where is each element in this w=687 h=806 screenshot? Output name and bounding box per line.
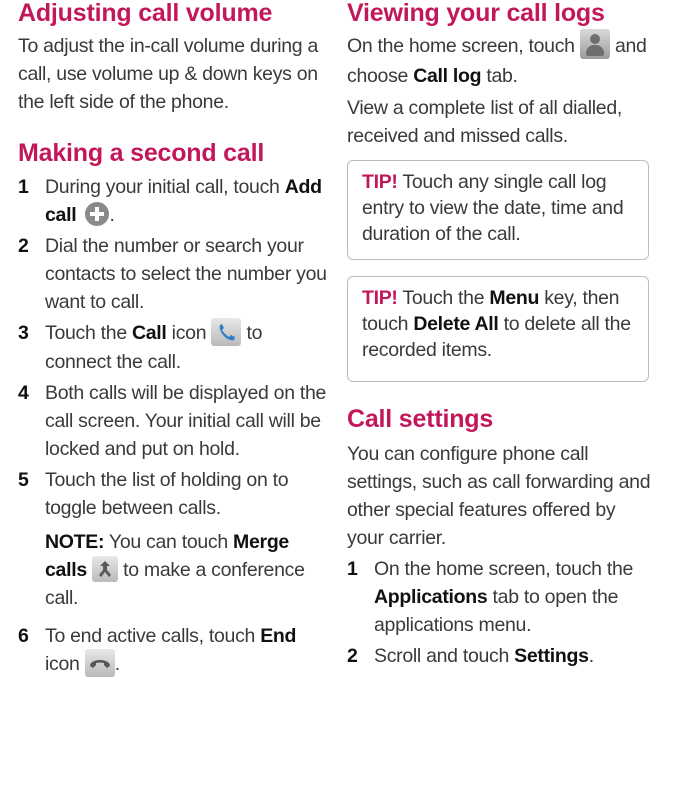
adjust-volume-text: To adjust the in-call volume during a call, use volume up & down keys on the left side of the phone. bbox=[18, 35, 318, 113]
call-settings-heading: Call settings bbox=[347, 405, 494, 433]
list-item: 2 Dial the number or search your contacts to select the number you want to call. bbox=[18, 235, 327, 313]
list-item: 1 On the home screen, touch the Applications tab to open the applications menu. bbox=[347, 558, 634, 636]
call-phone-icon bbox=[211, 318, 241, 346]
merge-calls-icon bbox=[92, 556, 118, 582]
merge-note: NOTE: You can touch Merge calls to make a conference call. bbox=[45, 530, 305, 609]
add-call-icon bbox=[85, 202, 109, 226]
list-item: 6 To end active calls, touch End icon . bbox=[18, 624, 297, 675]
list-item: 5 Touch the list of holding on to toggle between calls. NOTE: You can touch Merge calls to make a conference call. bbox=[18, 466, 328, 612]
adjust-volume-heading: Adjusting call volume bbox=[18, 0, 273, 27]
tip-box-delete-all: TIP! Touch the Menu key, then touch Delete All to delete all the recorded items. bbox=[347, 276, 649, 382]
list-item: 3 Touch the Call icon to connect the call. bbox=[18, 319, 328, 376]
call-logs-description: View a complete list of all dialled, received and missed calls. bbox=[347, 97, 622, 147]
call-logs-heading: Viewing your call logs bbox=[347, 0, 605, 27]
call-settings-text: You can configure phone call settings, such as call forwarding and other special features offered by your carrier. bbox=[347, 443, 651, 549]
right-column bbox=[347, 0, 657, 667]
list-item: 1 During your initial call, touch Add call . bbox=[18, 176, 322, 226]
list-item: 2 Scroll and touch Settings. bbox=[347, 645, 594, 667]
call-logs-text: On the home screen, touch and choose Call log tab. bbox=[347, 32, 657, 90]
left-column bbox=[18, 0, 328, 679]
list-item: 4 Both calls will be displayed on the call screen. Your initial call will be locked and put on hold. bbox=[18, 381, 327, 460]
call-settings-section bbox=[347, 404, 657, 670]
second-call-steps bbox=[18, 173, 328, 679]
contacts-icon bbox=[580, 29, 610, 59]
second-call-heading: Making a second call bbox=[18, 139, 265, 167]
end-call-icon bbox=[85, 649, 115, 677]
call-settings-steps bbox=[347, 555, 657, 670]
tip-box-call-log: TIP! Touch any single call log entry to view the date, time and duration of the call. bbox=[347, 160, 649, 260]
